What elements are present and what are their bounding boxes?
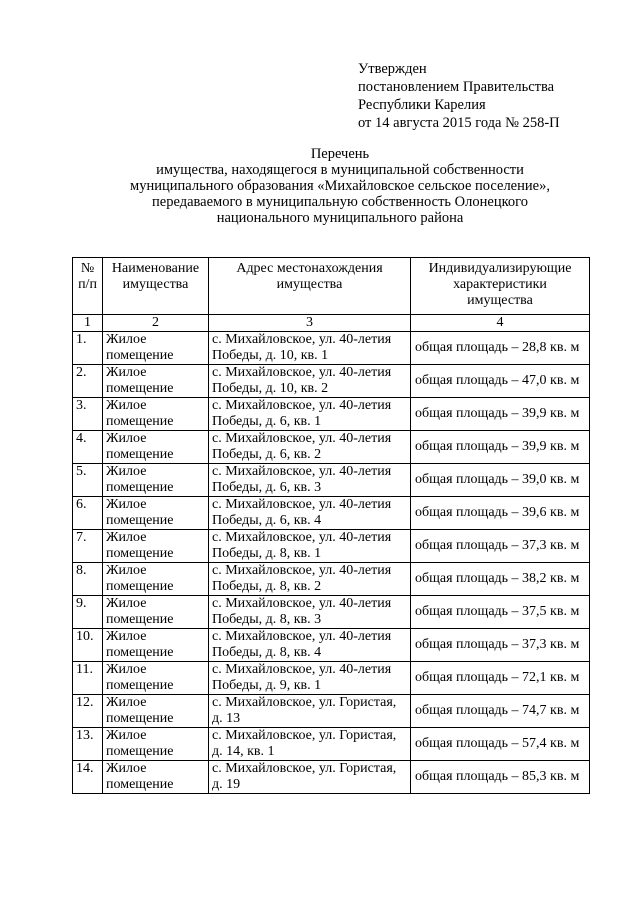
header-address bbox=[209, 258, 411, 315]
property-name-line: помещение bbox=[106, 612, 174, 627]
property-address-line: Победы, д. 8, кв. 3 bbox=[212, 612, 322, 627]
row-number: 1. bbox=[73, 332, 103, 365]
property-name bbox=[103, 398, 209, 431]
title-line: национального муниципального района bbox=[216, 210, 464, 226]
property-area: общая площадь – 39,0 кв. м bbox=[411, 464, 590, 497]
property-name-line: Жилое bbox=[106, 662, 147, 677]
property-name-line: помещение bbox=[106, 513, 174, 528]
property-name bbox=[103, 464, 209, 497]
row-number: 11. bbox=[73, 662, 103, 695]
property-name-line: Жилое bbox=[106, 530, 147, 545]
table-row bbox=[73, 365, 590, 398]
property-area: общая площадь – 37,5 кв. м bbox=[411, 596, 590, 629]
table-row bbox=[73, 497, 590, 530]
property-name bbox=[103, 596, 209, 629]
approval-line: Утвержден bbox=[358, 61, 427, 77]
header-address-line: Адрес местонахождения bbox=[236, 261, 383, 276]
row-number: 13. bbox=[73, 728, 103, 761]
title-line: муниципального образования «Михайловское сельское поселение», bbox=[130, 178, 550, 194]
property-name-line: Жилое bbox=[106, 464, 147, 479]
row-number: 4. bbox=[73, 431, 103, 464]
header-address-line: имущества bbox=[276, 277, 343, 292]
property-address bbox=[209, 497, 411, 530]
property-address bbox=[209, 596, 411, 629]
property-address bbox=[209, 530, 411, 563]
property-address-line: с. Михайловское, ул. 40-летия bbox=[212, 464, 392, 479]
approval-line: Республики Карелия bbox=[358, 97, 486, 113]
column-number-row bbox=[73, 315, 590, 332]
property-address-line: Победы, д. 6, кв. 1 bbox=[212, 414, 322, 429]
property-address-line: с. Михайловское, ул. Гористая, bbox=[212, 761, 397, 776]
property-address bbox=[209, 695, 411, 728]
table-row bbox=[73, 332, 590, 365]
property-name-line: Жилое bbox=[106, 563, 147, 578]
property-name bbox=[103, 365, 209, 398]
column-number: 3 bbox=[209, 315, 411, 332]
property-name-line: Жилое bbox=[106, 332, 147, 347]
table-row bbox=[73, 728, 590, 761]
property-area: общая площадь – 85,3 кв. м bbox=[411, 761, 590, 794]
property-address bbox=[209, 728, 411, 761]
property-address-line: д. 14, кв. 1 bbox=[212, 744, 275, 759]
row-number: 5. bbox=[73, 464, 103, 497]
property-address-line: Победы, д. 10, кв. 2 bbox=[212, 381, 329, 396]
property-area: общая площадь – 39,6 кв. м bbox=[411, 497, 590, 530]
property-area: общая площадь – 39,9 кв. м bbox=[411, 398, 590, 431]
property-name-line: помещение bbox=[106, 447, 174, 462]
property-name-line: помещение bbox=[106, 579, 174, 594]
property-name-line: помещение bbox=[106, 678, 174, 693]
row-number: 3. bbox=[73, 398, 103, 431]
property-name-line: помещение bbox=[106, 348, 174, 363]
property-name-line: помещение bbox=[106, 381, 174, 396]
property-address-line: Победы, д. 8, кв. 1 bbox=[212, 546, 322, 561]
property-name-line: Жилое bbox=[106, 728, 147, 743]
row-number: 7. bbox=[73, 530, 103, 563]
table-row bbox=[73, 662, 590, 695]
row-number: 12. bbox=[73, 695, 103, 728]
column-number: 4 bbox=[411, 315, 590, 332]
property-name-line: Жилое bbox=[106, 695, 147, 710]
property-address-line: с. Михайловское, ул. 40-летия bbox=[212, 365, 392, 380]
property-area: общая площадь – 74,7 кв. м bbox=[411, 695, 590, 728]
property-name bbox=[103, 497, 209, 530]
header-num-line: п/п bbox=[78, 277, 97, 292]
table-row bbox=[73, 761, 590, 794]
column-number: 2 bbox=[103, 315, 209, 332]
approval-stamp bbox=[358, 60, 560, 132]
property-name-line: помещение bbox=[106, 777, 174, 792]
table-row bbox=[73, 596, 590, 629]
property-area: общая площадь – 38,2 кв. м bbox=[411, 563, 590, 596]
property-address-line: с. Михайловское, ул. Гористая, bbox=[212, 695, 397, 710]
table-row bbox=[73, 695, 590, 728]
property-address-line: Победы, д. 6, кв. 4 bbox=[212, 513, 322, 528]
header-name-line: Наименование bbox=[111, 261, 200, 276]
document-title bbox=[40, 146, 640, 226]
property-name bbox=[103, 695, 209, 728]
row-number: 9. bbox=[73, 596, 103, 629]
table-header-row bbox=[73, 258, 590, 315]
property-address-line: с. Михайловское, ул. 40-летия bbox=[212, 629, 392, 644]
approval-line: от 14 августа 2015 года № 258-П bbox=[358, 115, 560, 131]
property-address bbox=[209, 629, 411, 662]
property-address-line: Победы, д. 8, кв. 2 bbox=[212, 579, 322, 594]
property-name-line: помещение bbox=[106, 744, 174, 759]
property-name-line: помещение bbox=[106, 711, 174, 726]
property-name-line: Жилое bbox=[106, 431, 147, 446]
property-address bbox=[209, 332, 411, 365]
property-name-line: Жилое bbox=[106, 398, 147, 413]
property-name bbox=[103, 662, 209, 695]
table-row bbox=[73, 563, 590, 596]
row-number: 6. bbox=[73, 497, 103, 530]
property-address bbox=[209, 464, 411, 497]
property-name-line: помещение bbox=[106, 480, 174, 495]
property-area: общая площадь – 39,9 кв. м bbox=[411, 431, 590, 464]
column-number: 1 bbox=[73, 315, 103, 332]
row-number: 10. bbox=[73, 629, 103, 662]
header-specs-line: Индивидуализирующие bbox=[428, 261, 572, 276]
property-address-line: с. Михайловское, ул. 40-летия bbox=[212, 497, 392, 512]
property-address-line: с. Михайловское, ул. 40-летия bbox=[212, 596, 392, 611]
property-name-line: Жилое bbox=[106, 629, 147, 644]
property-address bbox=[209, 365, 411, 398]
property-table bbox=[72, 257, 590, 794]
header-specs bbox=[411, 258, 590, 315]
property-name-line: помещение bbox=[106, 546, 174, 561]
row-number: 2. bbox=[73, 365, 103, 398]
property-address bbox=[209, 761, 411, 794]
header-num bbox=[73, 258, 103, 315]
property-address bbox=[209, 563, 411, 596]
header-specs-line: характеристики bbox=[453, 277, 547, 292]
property-address bbox=[209, 398, 411, 431]
property-name-line: помещение bbox=[106, 414, 174, 429]
property-name bbox=[103, 431, 209, 464]
header-name-line: имущества bbox=[122, 277, 189, 292]
property-name-line: Жилое bbox=[106, 596, 147, 611]
property-name-line: Жилое bbox=[106, 497, 147, 512]
property-name bbox=[103, 629, 209, 662]
property-name-line: Жилое bbox=[106, 761, 147, 776]
property-name bbox=[103, 563, 209, 596]
property-address-line: с. Михайловское, ул. 40-летия bbox=[212, 563, 392, 578]
property-area: общая площадь – 47,0 кв. м bbox=[411, 365, 590, 398]
property-address-line: с. Михайловское, ул. 40-летия bbox=[212, 431, 392, 446]
title-line: имущества, находящегося в муниципальной собственности bbox=[156, 162, 524, 178]
header-num-line: № bbox=[80, 261, 95, 276]
property-address-line: д. 19 bbox=[212, 777, 241, 792]
approval-line: постановлением Правительства bbox=[358, 79, 555, 95]
table-row bbox=[73, 398, 590, 431]
title-line: Перечень bbox=[310, 146, 370, 162]
property-name bbox=[103, 761, 209, 794]
property-address bbox=[209, 662, 411, 695]
row-number: 14. bbox=[73, 761, 103, 794]
row-number: 8. bbox=[73, 563, 103, 596]
table-row bbox=[73, 629, 590, 662]
title-line: передаваемого в муниципальную собственность Олонецкого bbox=[152, 194, 528, 210]
table-row bbox=[73, 464, 590, 497]
property-address-line: Победы, д. 6, кв. 3 bbox=[212, 480, 322, 495]
property-area: общая площадь – 28,8 кв. м bbox=[411, 332, 590, 365]
property-address-line: с. Михайловское, ул. 40-летия bbox=[212, 332, 392, 347]
property-name bbox=[103, 530, 209, 563]
property-address bbox=[209, 431, 411, 464]
property-address-line: Победы, д. 6, кв. 2 bbox=[212, 447, 322, 462]
property-name-line: помещение bbox=[106, 645, 174, 660]
property-area: общая площадь – 37,3 кв. м bbox=[411, 530, 590, 563]
property-address-line: Победы, д. 10, кв. 1 bbox=[212, 348, 329, 363]
property-address-line: с. Михайловское, ул. 40-летия bbox=[212, 662, 392, 677]
property-address-line: Победы, д. 8, кв. 4 bbox=[212, 645, 322, 660]
property-address-line: Победы, д. 9, кв. 1 bbox=[212, 678, 322, 693]
property-area: общая площадь – 72,1 кв. м bbox=[411, 662, 590, 695]
property-name bbox=[103, 728, 209, 761]
property-address-line: с. Михайловское, ул. Гористая, bbox=[212, 728, 397, 743]
property-address-line: с. Михайловское, ул. 40-летия bbox=[212, 398, 392, 413]
property-name bbox=[103, 332, 209, 365]
property-address-line: д. 13 bbox=[212, 711, 241, 726]
header-specs-line: имущества bbox=[467, 293, 533, 308]
property-area: общая площадь – 37,3 кв. м bbox=[411, 629, 590, 662]
property-name-line: Жилое bbox=[106, 365, 147, 380]
property-address-line: с. Михайловское, ул. 40-летия bbox=[212, 530, 392, 545]
table-row bbox=[73, 431, 590, 464]
header-name bbox=[103, 258, 209, 315]
table-row bbox=[73, 530, 590, 563]
property-area: общая площадь – 57,4 кв. м bbox=[411, 728, 590, 761]
